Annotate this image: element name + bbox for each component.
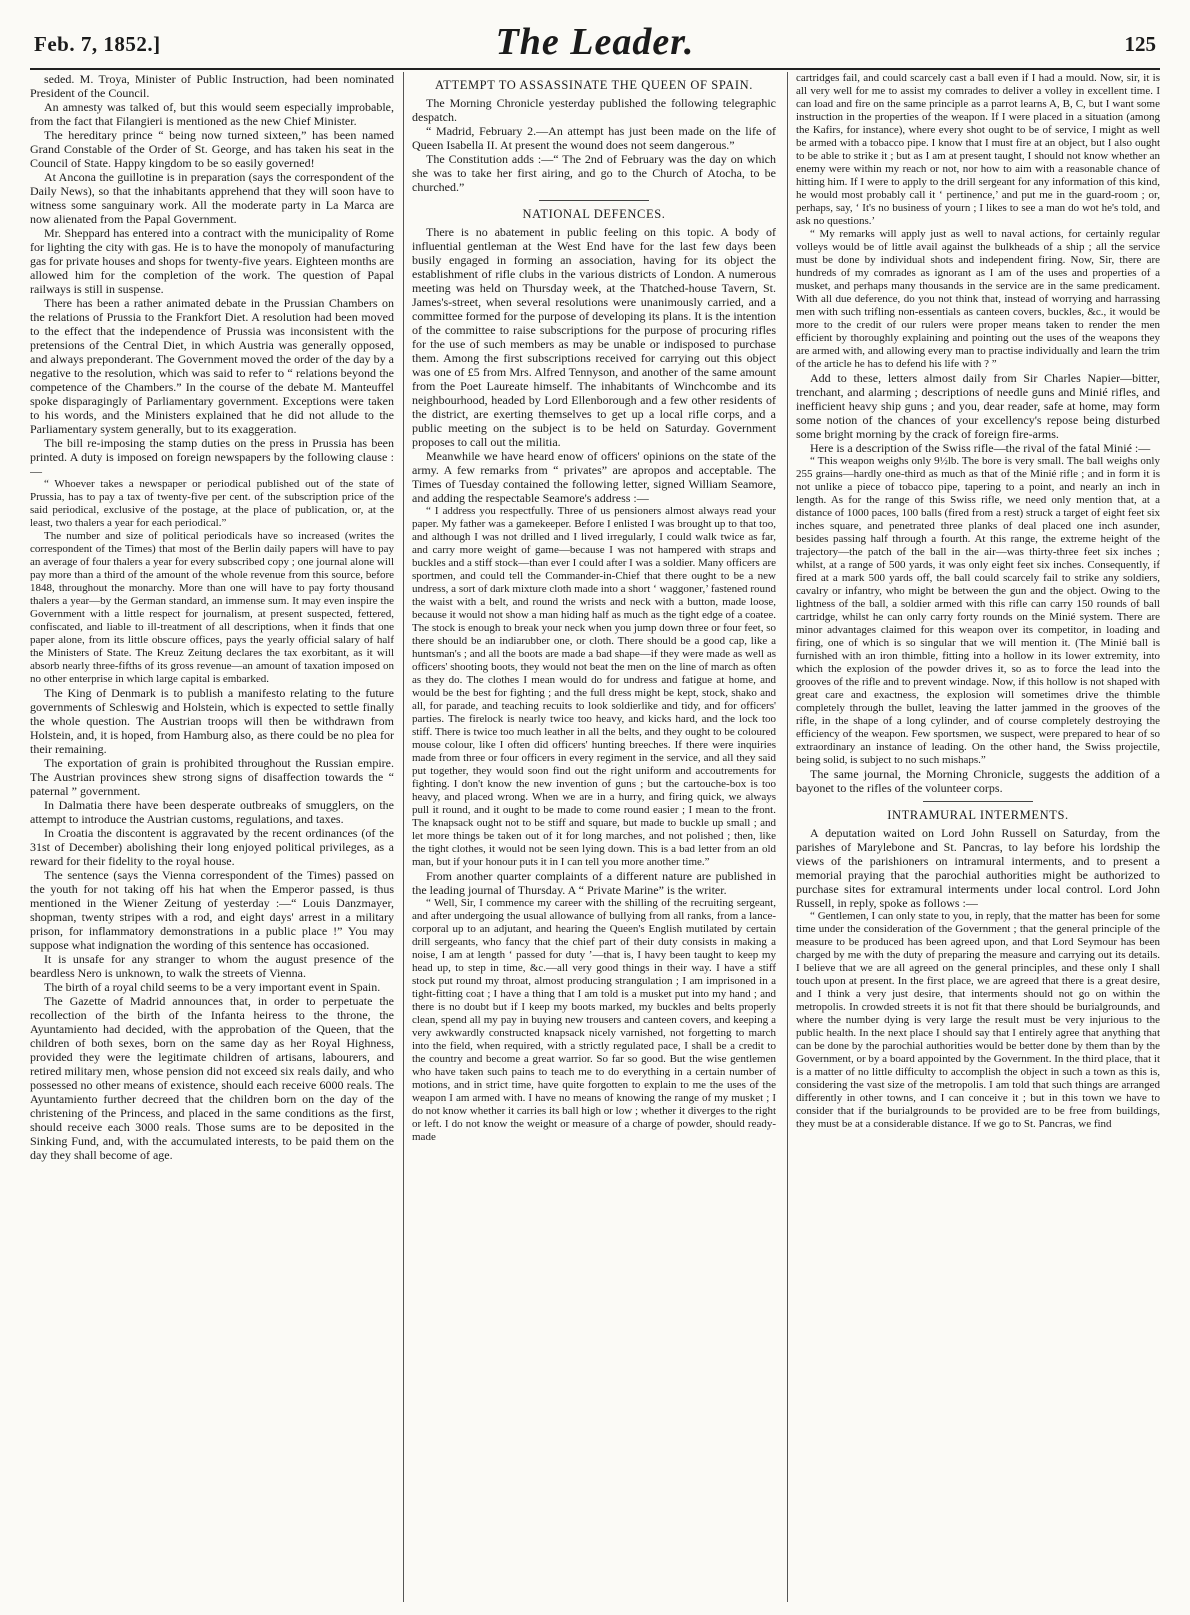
paragraph: The hereditary prince “ being now turned sixteen,” has been named Grand Constable of the Order of St. George, and has taken his seat in the Council of State. Happy kingdom to be so easily governed! [30, 128, 394, 170]
paragraph: The Morning Chronicle yesterday published the following telegraphic despatch. [412, 96, 776, 124]
paragraph: An amnesty was talked of, but this would seem especially improbable, from the fact that Filangieri is mentioned as the new Chief Minister. [30, 100, 394, 128]
section-rule [923, 801, 1033, 802]
article-heading: INTRAMURAL INTERMENTS. [887, 808, 1069, 822]
column-1 [30, 72, 394, 1602]
article-heading: ATTEMPT TO ASSASSINATE THE QUEEN OF SPAIN. [435, 78, 753, 92]
quoted-speech: “ Gentlemen, I can only state to you, in reply, that the matter has been for some time under the consideration of the Government ; that the general principle of the measure to be produced has been agreed upon, and that Lord Seymour has been charged by me with the duty of preparing the measure and carrying out its details. I believe that we are all agreed on the general principles, and these only I shall touch upon at present. In the first place, we are agreed that there is a great desire, and I think a very just desire, that interments should not go on within the metropolis. In crowded streets it is not fit that there should be burialgrounds, and where the number dying is very large the result must be very injurious to the public health. In the next place I should say that I entirely agree that anything that can be done by the parochial authorities would be better done by them than by the Government, or by a board appointed by the Government. In the third place, that it is a matter of no little difficulty to accomplish the object in such a town as this is, considering the vast size of the metropolis. I am told that such things are arranged differently in other towns, and I can conceive it ; but in this town we have to consider that if the burialgrounds to be provided are to be free from buildings, they must be at a considerable distance. If we go to St. Pancras, we find [796, 910, 1160, 1130]
paragraph: A deputation waited on Lord John Russell on Saturday, from the parishes of Marylebone and St. Pancras, to lay before his lordship the views of the parishioners on intramural interments, and to present a memorial praying that the parochial authorities might be authorized to purchase sites for extramural interments under local control. Lord John Russell, in reply, spoke as follows :— [796, 826, 1160, 910]
paragraph: In Dalmatia there have been desperate outbreaks of smugglers, on the attempt to introduce the Austrian customs, regulations, and taxes. [30, 798, 394, 826]
page-number: 125 [1124, 32, 1156, 56]
paragraph: Here is a description of the Swiss rifle—the rival of the fatal Minié :— [810, 441, 1151, 455]
column-divider [403, 72, 404, 1602]
quoted-letter-continued: “ My remarks will apply just as well to naval actions, for certainly regular volleys would be of little avail against the bulkheads of a ship ; all the service must be done by individual shots and independent firing. Now, Sir, there are hundreds of my comrades as ignorant as I am of the uses and properties of a musket, and perhaps many thousands in the service are in the same predicament. With all due deference, do you not think that, instead of worrying and harrassing men with such trifling non-essentials as canteen covers, buckles, &c., it would be more to the credit of our rulers were proper means taken to render the men efficient by thoroughly explaining and pointing out the uses of the weapons they are armed with, and allowing every man to practise individually and learn the trim of the article he has to defend his life with ? ” [796, 228, 1160, 370]
paragraph: It is unsafe for any stranger to whom the august presence of the beardless Nero is unknown, to walk the streets of Vienna. [30, 952, 394, 980]
quoted-paragraph: The number and size of political periodicals have so increased (writes the correspondent of the Times) that most of the Berlin daily papers will have to pay an average of four thalers a year for every subscribed copy ; one journal alone will pay more than a third of the amount of the whole revenue from this source, before 1848, throughout the monarchy. More than one will have to pay forty thousand thalers a year—by the German standard, an immense sum. It may even inspire the Government with a little respect for journalism, at present suspected, fettered, confiscated, and liable to ill-treatment of all descriptions, when it finds that one paper alone, from its little obscure offices, pays the yearly official salary of half the Ministers of State. The Kreuz Zeitung declares the tax exorbitant, as it will absorb nearly three-fifths of its gross revenue—an amount of taxation imposed on no other enterprise in which large capital is embarked. [30, 530, 394, 685]
quoted-letter-continued: cartridges fail, and could scarcely cast a ball even if I had a mould. Now, sir, it is all very well for me to assist my comrades to deliver a volley in excellent time. I can load and fire on the same principle as a parrot learns A, B, C, but I want some instruction in the properties of the weapon. If I were placed in a situation (among the Kafirs, for instance), where every shot ought to be of service, I might as well be armed with a tobacco pipe. I know that I must fire at an object, but I also ought to be able to strike it ; but as I am at present taught, I should not know whether an enemy were within my reach or not, nor how to aim with a reasonable chance of hitting him. If I were to apply to the drill sergeant for any information of this kind, he would most probably call it ‘ pertinence,’ and put me in the guard-room ; or, perhaps, say, ‘ It's no business of yourn ; I likes to see a man do wot he's told, and ask no questions.’ [796, 72, 1160, 227]
paragraph: Add to these, letters almost daily from Sir Charles Napier—bitter, trenchant, and alarming ; descriptions of needle guns and Minié rifles, and inefficient heavy ship guns ; and you, dear reader, safe at home, may form some notion of the chances of your excellency's repose being disturbed some bright morning by the crack of foreign fire-arms. [796, 371, 1160, 441]
paragraph: The King of Denmark is to publish a manifesto relating to the future governments of Schleswig and Holstein, which is expected to settle finally the whole question. The Austrian troops will then be withdrawn from Holstein, and, it is hoped, from Hamburg also, as there could be no plea for their remaining. [30, 686, 394, 756]
paragraph: Mr. Sheppard has entered into a contract with the municipality of Rome for lighting the city with gas. He is to have the monopoly of manufacturing gas for private houses and shops for twenty-five years. Eighteen months are allowed him for the completion of the work. The question of Papal railways is still in suspense. [30, 226, 394, 296]
paragraph: There is no abatement in public feeling on this topic. A body of influential gentleman at the West End have for the last few days been busily engaged in forming an association, having for its object the establishment of rifle clubs in the various districts of London. A numerous meeting was held on Thursday week, at the Thatched-house Tavern, St. James's-street, when several resolutions were unanimously carried, and a committee formed for the purpose of developing its plans. It is the intention of the committee to raise subscriptions for the purpose of procuring rifles for the use of such members as may be unable or indisposed to purchase them. Among the first subscriptions received for carrying out this object was one of £5 from Mrs. Alfred Tennyson, and another of the same amount from the Poet Laureate himself. The inhabitants of Winchcombe and its neighbourhood, headed by Lord Ellenborough and a few other residents of the district, are exerting themselves to get up a local rifle corps, and a public meeting on the subject is to be held on Saturday. Government proposes to call out the militia. [412, 225, 776, 449]
quoted-letter: “ I address you respectfully. Three of us pensioners almost always read your paper. My father was a gamekeeper. Before I enlisted I was brought up to that too, and although I was not drilled and I lived irregularly, I could walk twice as far, and carry more weight of game—because I was not hampered with straps and buckles and a stiff stock—than ever I could after I was a soldier. Many officers are sportmen, and could tell the Commander-in-Chief that there ought to be a new undress, a sort of dark mixture cloth made into a short ‘ waggoner,’ fastened round the waist with a belt, and round the wrists and neck with a button, made loose, because it would not show a man hiding half as much as the tight edge of a coatee. The stock is enough to break your neck when you jump down three or four feet, so there should be an indiarubber one, or cloth. There should be a good cap, like a huntsman's ; and all the boots are made a bad shape—if they were made as well as officers' shooting boots, they would not beat the men on the line of march as often as they do. The clothes I mean would do for undress and fatigue at home, and would be the best for fighting ; and the full dress might be kept, stock, shako and all, for parade, and teaching recuits to look soldierlike and tidy, and for officers' parties. The firelock is nearly twice too heavy, and kicks hard, and the lock too stiff. There is twice too much leather in all the belts, and they ought to be coloured mouse colour, like I often did officers' hunting breeches. If there were inquiries made from three or four officers in every regiment in the service, and all they said put together, they would soon find out the right uniform and accoutrements for fighting. I don't know the new invention of guns ; but the cartouche-box is too heavy, and placed wrong. When we are in a hurry, and firing quick, we always pull it round, and it ought to be made to come round easier ; I mean to the front. The knapsack ought not to be stiff and square, but made to buckle up small ; and let more things be taken out of it for long marches, and not polished ; then, like the tight clothes, it would not be seen lying down. This is a bad letter from an old man, but if your honour puts it in I can tell you more another time.” [412, 505, 776, 868]
section-rule [539, 200, 649, 201]
newspaper-title: The Leader. [495, 21, 695, 63]
quoted-clause: “ Whoever takes a newspaper or periodical published out of the state of Prussia, has to pay a tax of twenty-five per cent. of the subscription price of the said periodical, exclusive of the postage, at the place of publication, or, at the least, two thalers a year for each periodical.” [30, 478, 394, 529]
paragraph: The Constitution adds :—“ The 2nd of February was the day on which she was to take her first airing, and go to the Church of Atocha, to be churched.” [412, 152, 776, 194]
paragraph: The bill re-imposing the stamp duties on the press in Prussia has been printed. A duty is imposed on foreign newspapers by the following clause :— [30, 436, 394, 478]
quoted-letter: “ Well, Sir, I commence my career with the shilling of the recruiting sergeant, and after undergoing the usual allowance of bullying from all ranks, from a lance-corporal up to an adjutant, and hearing the Queen's English mutilated by certain drill sergeants, who fancy that the chief part of their duty consists in making a noise, I am at length ‘ passed for duty ’—that is, I havy been taught to keep my head up, to step in time, &c.—all very good things in their way. I have a stiff stock put round my throat, almost producing strangulation ; I am imprisoned in a tight-fitting coat ; I have a thing that I am told is a musket put into my hand ; and there is no doubt but if I keep my boots marked, my buckles and belts properly clean, spend all my pay in buying new trousers and canteen covers, and keeping a very awkwardly constructed knapsack nicely varnished, not forgetting to march into the field, when required, with a strictly regulated pace, I shall be a credit to the country and become a great warrior. So far so good. But the wise gentlemen who have taken such pains to teach me to do everything in a certain number of motions, and in strict time, have quite forgotten to explain to me the uses of the weapon I am armed with. I have no means of knowing the range of my musket ; I do not know whether it carries its ball high or low ; whether it diverges to the right or left. I do not know the weight or measure of a charge of powder, should ready-made [412, 897, 776, 1143]
column-divider [787, 72, 788, 1602]
paragraph: The same journal, the Morning Chronicle, suggests the addition of a bayonet to the rifles of the volunteer corps. [796, 767, 1160, 795]
paragraph: seded. M. Troya, Minister of Public Instruction, had been nominated President of the Council. [30, 72, 394, 100]
paragraph: At Ancona the guillotine is in preparation (says the correspondent of the Daily News), so that the inhabitants apprehend that they will soon have to witness some sanguinary work. All the moderate party in La Marca are now alienated from the Papal Government. [30, 170, 394, 226]
quoted-description: “ This weapon weighs only 9½lb. The bore is very small. The ball weighs only 255 grains—hardly one-third as much as that of the Minié rifle ; and in form it is not unlike a piece of tobacco pipe, tapering to a point, and nearly an inch in length. As for the range of this Swiss rifle, we need only mention that, at a distance of 1000 paces, 100 balls (fired from a rest) struck a target of eight feet six inches square, and penetrated three planks of deal placed one inch asunder, besides passing half through a fourth. At this range, the extreme height of the trajectory—the patch of the ball in the air—was thirty-three feet six inches ; whilst, at a range of 500 yards, it was only eight feet six inches. Consequently, if fired at a mark 500 yards off, the ball could scarcely fail to strike any soldiers, cavalry or infantry, who might be between the gun and the object. Owing to the lightness of the ball, a soldier armed with this rifle can carry 150 rounds of ball cartridge, whilst he can only carry forty rounds on the Minié system. There are minor advantages claimed for this weapon over its competitor, in loading and firing, one of which is so singular that we will mention it. (The Minié ball is furnished with an iron thimble, fitting into a hollow in its lower extremity, into which the explosion of the powder drives it, so as to force the lead into the grooves of the rifle and to prevent windage. Now, if this hollow is not shaped with great care and exactness, the explosion will sometimes drive the thimble completely through the bullet, leaving the latter jammed in the grooves of the rifle, in the shape of a long cylinder, and of course completely destroying the efficiency of the weapon. Few sportsmen, we suspect, were prepared to hear of so extraordinary an instance of leading. On the other hand, the Swiss projectile, being solid, is subject to no such mishaps.” [796, 455, 1160, 766]
paragraph: The sentence (says the Vienna correspondent of the Times) passed on the youth for not taking off his hat when the Emperor passed, is thus mentioned in the Wiener Zeitung of yesterday :—“ Louis Danzmayer, shopman, twenty stripes with a rod, and eight days' arrest in a military prison, for inflammatory demonstrations in a public place !” You may suppose what indignation the wording of this sentence has occasioned. [30, 868, 394, 952]
paragraph: Meanwhile we have heard enow of officers' opinions on the state of the army. A few remarks from “ privates” are apropos and acceptable. The Times of Tuesday contained the following letter, signed William Seamore, and adding the respectable Seamore's address :— [412, 449, 776, 505]
paragraph: In Croatia the discontent is aggravated by the recent ordinances (of the 31st of December) abolishing their long enjoyed political privileges, as a reward for their fidelity to the royal house. [30, 826, 394, 868]
paragraph: The exportation of grain is prohibited throughout the Russian empire. The Austrian provinces shew strong signs of disaffection towards the “ paternal ” government. [30, 756, 394, 798]
paragraph: From another quarter complaints of a different nature are published in the leading journal of Thursday. A “ Private Marine” is the writer. [412, 869, 776, 897]
columns [30, 72, 1162, 1602]
column-2 [412, 72, 776, 1602]
masthead [30, 16, 1160, 66]
article-heading: NATIONAL DEFENCES. [522, 207, 666, 221]
paragraph: “ Madrid, February 2.—An attempt has just been made on the life of Queen Isabella II. At present the wound does not seem dangerous.” [412, 124, 776, 152]
paragraph: The birth of a royal child seems to be a very important event in Spain. [44, 980, 381, 994]
header-rule [30, 68, 1160, 70]
column-3 [796, 72, 1160, 1602]
paragraph: There has been a rather animated debate in the Prussian Chambers on the relations of Prussia to the Frankfort Diet. A resolution had been moved to the effect that the independence of Prussia was inconsistent with the pretensions of the Central Diet, in which Austria was generally opposed, and always preponderant. The Government moved the order of the day by a negative to the resolution, which was said to refer to “ relations beyond the competence of the Chambers.” In the course of the debate M. Manteuffel spoke disparagingly of Parliamentary government. Exceptions were taken to his words, and the Ministers explained that he did not allude to the Parliamentary system generally, but to its exaggeration. [30, 296, 394, 436]
issue-date: Feb. 7, 1852.] [34, 32, 161, 56]
paragraph: The Gazette of Madrid announces that, in order to perpetuate the recollection of the birth of the Infanta heiress to the throne, the Ayuntamiento had decided, with the approbation of the Queen, that the children of both sexes, born on the same day as her Royal Highness, provided they were the legitimate children of artisans, labourers, and retired military men, whose pension did not exceed six reals daily, and who possessed no other means of existence, should each receive 6000 reals. The Ayuntamiento further decreed that the children born on the day of the christening of the Princess, and placed in the same conditions as the first, should receive each 3000 reals. Those sums are to be deposited in the Sinking Fund, and, with the accumulated interests, to be paid them on the day they shall become of age. [30, 994, 394, 1162]
